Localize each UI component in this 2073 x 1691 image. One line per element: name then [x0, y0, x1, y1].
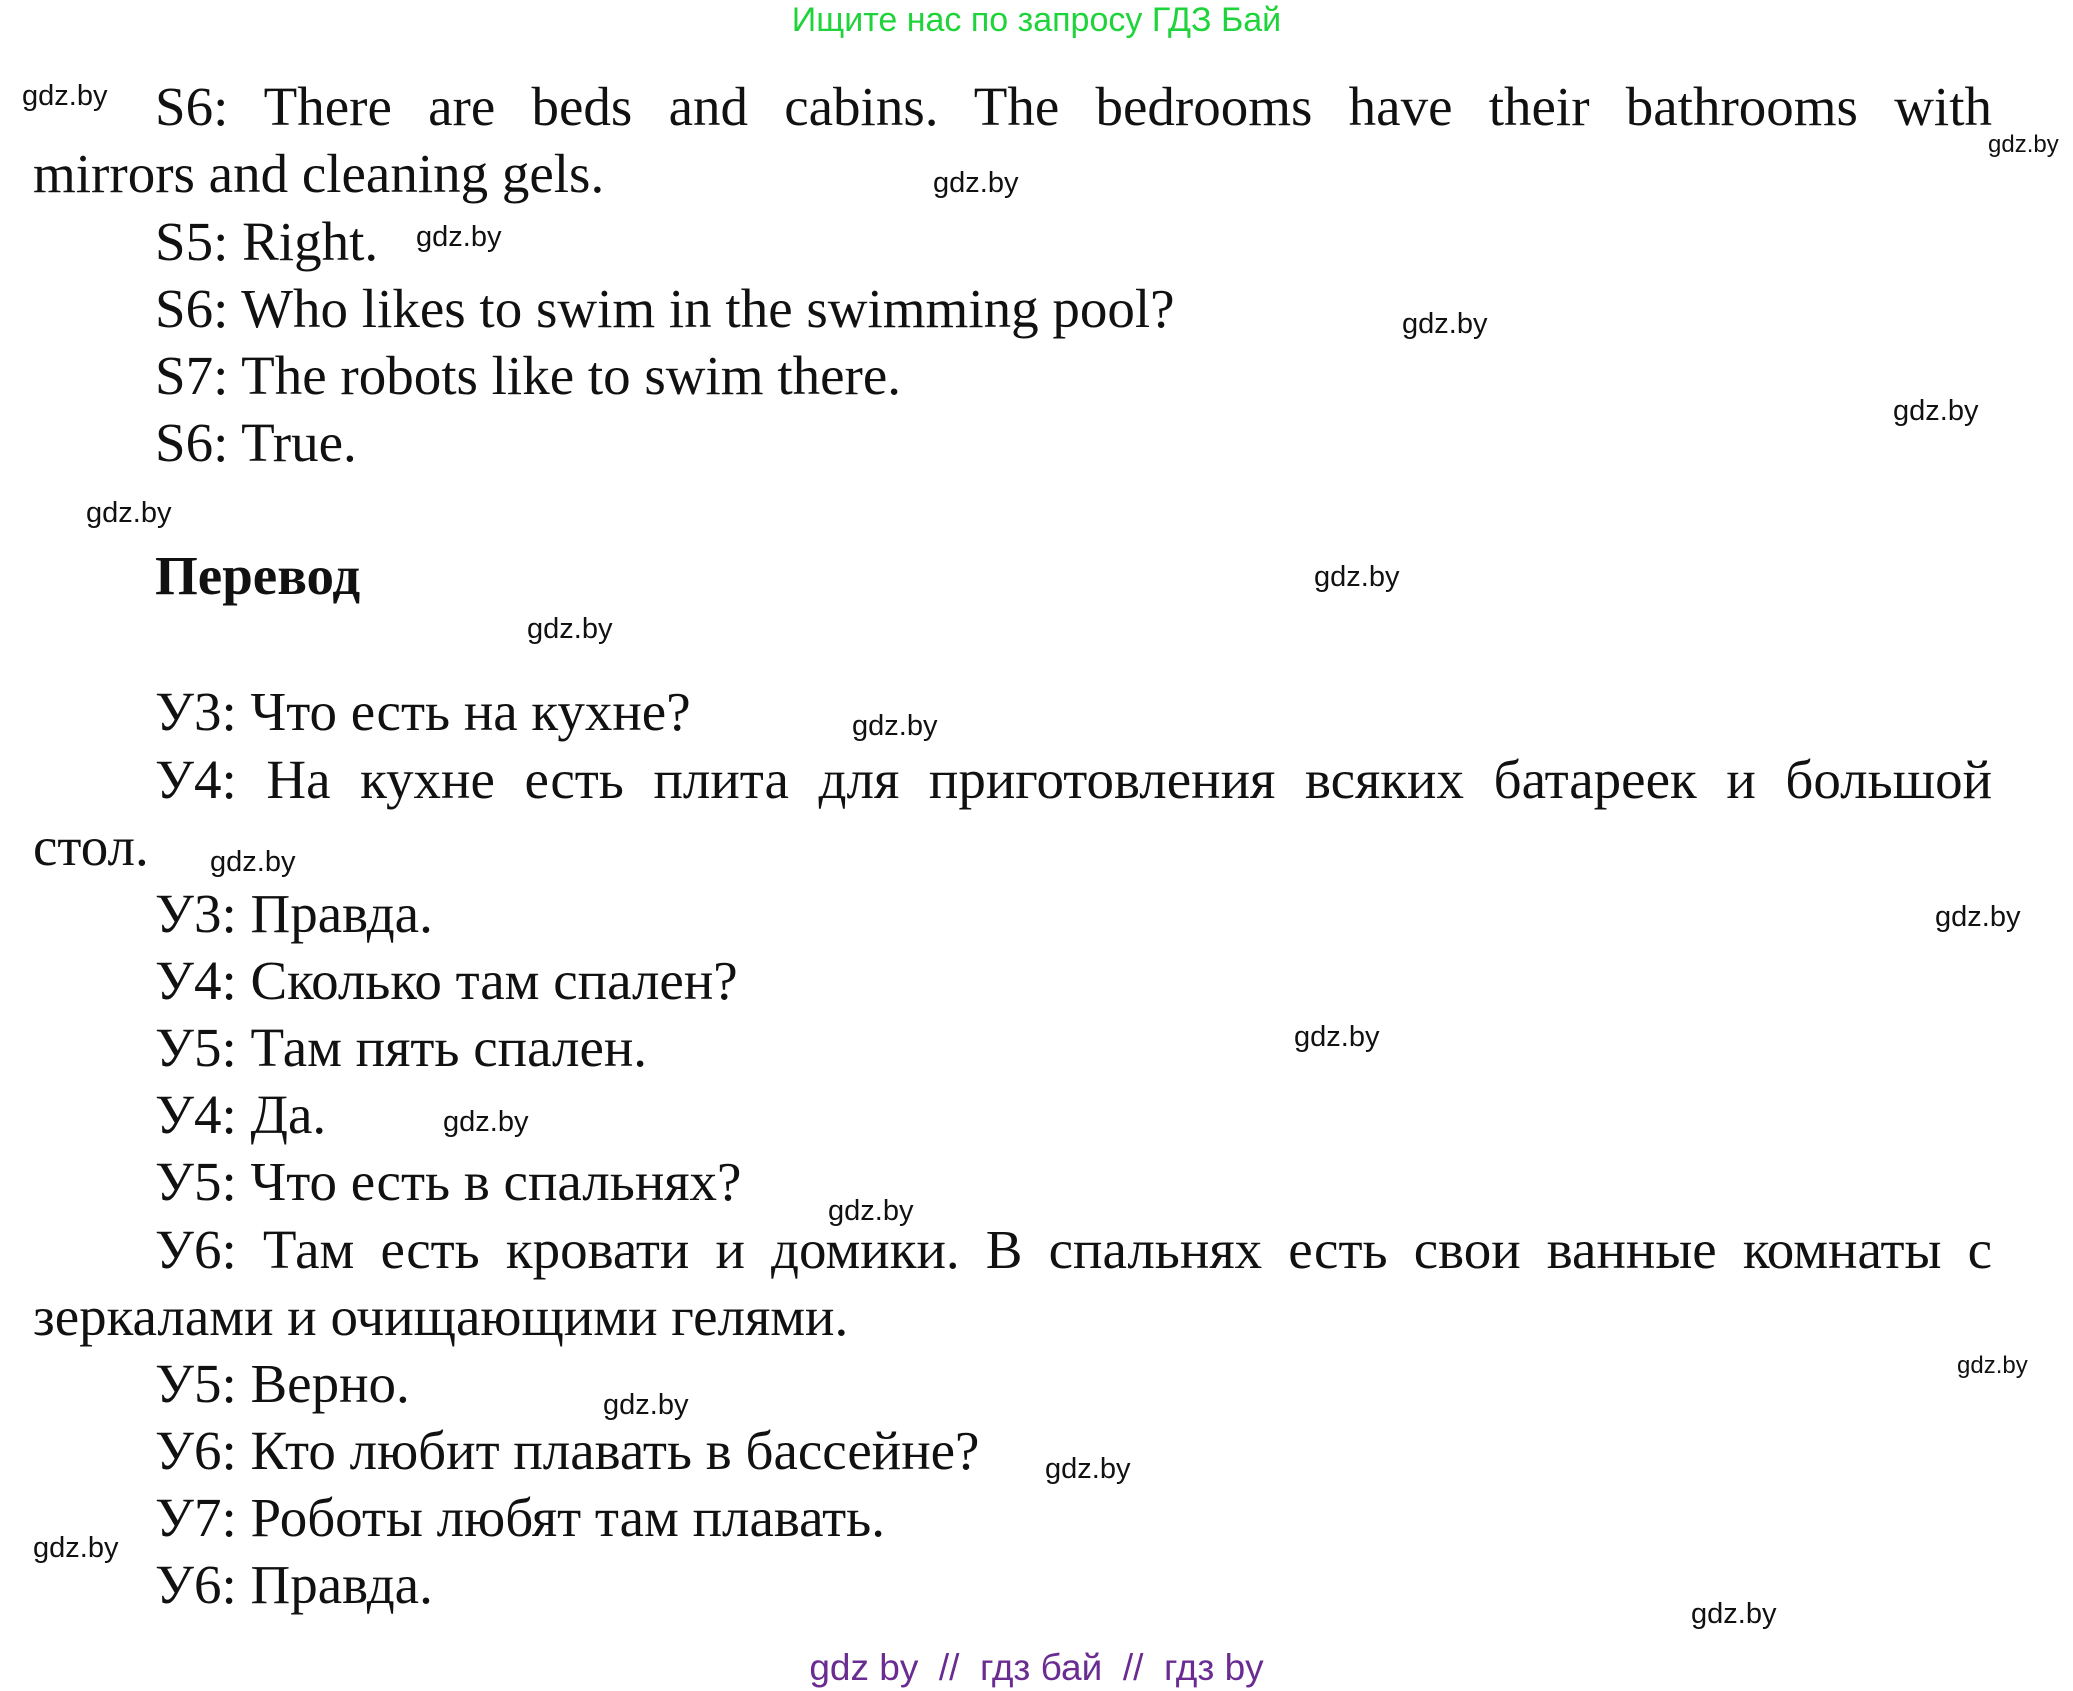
section-heading: Перевод: [155, 545, 361, 606]
dialogue-line: S5: Right.: [155, 211, 379, 272]
watermark: gdz.by: [1893, 395, 1979, 427]
dialogue-line: mirrors and cleaning gels.: [33, 143, 605, 204]
watermark: gdz.by: [1935, 901, 2021, 933]
watermark: gdz.by: [1045, 1453, 1131, 1485]
watermark: gdz.by: [33, 1532, 119, 1564]
dialogue-line: S6: There are beds and cabins. The bedrooms have their bathrooms with: [155, 76, 1992, 137]
watermark: gdz.by: [86, 497, 172, 529]
watermark: gdz.by: [443, 1106, 529, 1138]
translation-line: У4: Сколько там спален?: [155, 950, 738, 1011]
translation-line: стол.: [33, 816, 149, 877]
translation-line: У6: Там есть кровати и домики. В спальнях есть свои ванные комнаты с: [155, 1219, 1992, 1280]
translation-line: У5: Там пять спален.: [155, 1017, 648, 1078]
watermark: gdz.by: [210, 846, 296, 878]
footer-links: gdz by // гдз бай // гдз by: [809, 1647, 1264, 1688]
watermark: gdz.by: [527, 613, 613, 645]
translation-line: У5: Что есть в спальнях?: [155, 1151, 742, 1212]
translation-line: У4: Да.: [155, 1084, 327, 1145]
watermark: gdz.by: [22, 80, 108, 112]
watermark: gdz.by: [1957, 1352, 2028, 1379]
watermark: gdz.by: [1402, 308, 1488, 340]
watermark: gdz.by: [933, 167, 1019, 199]
dialogue-line: S6: Who likes to swim in the swimming pool?: [155, 278, 1175, 339]
translation-line: У6: Правда.: [155, 1554, 433, 1615]
watermark: gdz.by: [1988, 131, 2059, 158]
watermark: gdz.by: [603, 1389, 689, 1421]
translation-line: У5: Верно.: [155, 1353, 410, 1414]
watermark: gdz.by: [828, 1195, 914, 1227]
watermark: gdz.by: [1691, 1598, 1777, 1630]
translation-line: зеркалами и очищающими гелями.: [33, 1286, 849, 1347]
translation-line: У3: Правда.: [155, 883, 433, 944]
dialogue-line: S7: The robots like to swim there.: [155, 345, 901, 406]
watermark: gdz.by: [416, 221, 502, 253]
watermark: gdz.by: [852, 710, 938, 742]
dialogue-line: S6: True.: [155, 412, 357, 473]
watermark: gdz.by: [1294, 1021, 1380, 1053]
search-banner: Ищите нас по запросу ГДЗ Бай: [791, 1, 1282, 39]
translation-line: У7: Роботы любят там плавать.: [155, 1487, 885, 1548]
watermark: gdz.by: [1314, 561, 1400, 593]
translation-line: У3: Что есть на кухне?: [155, 681, 691, 742]
translation-line: У4: На кухне есть плита для приготовления всяких батареек и большой: [155, 749, 1992, 810]
translation-line: У6: Кто любит плавать в бассейне?: [155, 1420, 980, 1481]
